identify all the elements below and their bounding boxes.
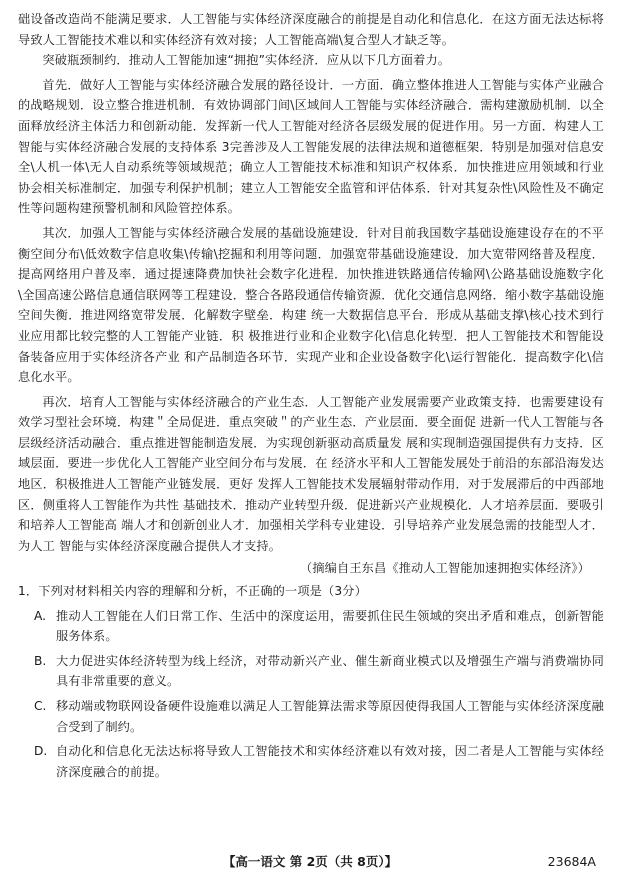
paragraph-third: 再次．培育人工智能与实体经济融合的产业生态．人工智能产业发展需要产业政策支持．也需要建设有效学习型社会环境．构建＂全局促进．重点突破＂的产业生态．产业层面．要全面促 进新一代人工智能与各层级经济活动融合．重点推进智能制造发展．为实现创新驱动高质量发 展和实现制造强国提供有力支持．区域层面．要进一步优化人工智能产业空间分布与发展．在 经济水平和人工智能发展处于前沿的东部沿海发达地区．积极推进人工智能产业链发展．更好 发挥人工智能技术发展辐射带动作用．对于发展滞后的中西部地区．侧重将人工智能作为共性 基础技术．推动产业转型升级．促进新兴产业规模化．人才培养层面．要吸引和培养人工智能高 端人才和创新创业人才．加强相关学科专业建设．引导培养产业发展急需的技能型人才．为人工 智能与实体经济深度融合提供人才支持。: [18, 394, 604, 553]
option-letter: A.: [34, 608, 46, 623]
option-letter: D.: [34, 744, 48, 759]
option-text: 推动人工智能在人们日常工作、生活中的深度运用，需要抓住民生领域的突出矛盾和难点，创新智能服务体系。: [56, 608, 604, 644]
option-a: [18, 606, 604, 647]
option-text: 自动化和信息化无法达标将导致人工智能技术和实体经济难以有效对接，因二者是人工智能与实体经济深度融合的前提。: [56, 744, 604, 779]
option-text: 移动端或物联网设备硬件设施难以满足人工智能算法需求等原因使得我国人工智能与实体经济深度融合受到了制约。: [56, 699, 604, 734]
option-letter: B.: [34, 653, 47, 668]
paragraph-first: 首先．做好人工智能与实体经济融合发展的路径设计．一方面．确立整体推进人工智能与实体产业融合的战略规划．设立整合推进机制．有效协调部门间\区域间人工智能与实体经济融合．需构建激励机制．以全面释放经济主体活力和创新动能．发挥新一代人工智能对经济各层级发展的促进作用。另一方面．构建人工智能与实体经济融合发展的支持体系 3完善涉及人工智能发展的法律法规和道德框架．特别是加强对信息安全\人机一体\无人自动系统等领域规范；确立人工智能技术标准和知识产权体系．加快推进应用领域和行业协会相关标准制定．加强专利保护机制；建立人工智能安全监管和评估体系．针对其复杂性\风险性及不确定性等问题构建预警机制和风险管控体系。: [18, 77, 604, 216]
paragraph-second: 其次．加强人工智能与实体经济融合发展的基础设施建设．针对目前我国数字基础设施建设存在的不平衡空间分布\低效数字信息收集\传输\挖掘和利用等问题．加强宽带基础设施建设．加大宽带网络普及程度．提高网络用户普及率．通过提速降费加快社会数字化进程．加快推进铁路通信传输网\公路基础设施数字化\全国高速公路信息通信联网等工程建设．整合各路段通信传输资源．优化交通信息网络．缩小数字基础设施空间失衡．推进网络宽带发展．化解数字壁垒．构建 统一大数据信息平台．形成从基础支撑\核心技术到行业应用都比较完整的人工智能产业链．积 极推进行业和企业数字化\信息化转型．把人工智能技术和智能设备装备应用于实体经济各产业 和产品制造各环节．实现产业和企业设备数字化\运行智能化．提高数字化\信息化水平。: [18, 225, 604, 385]
option-text: 大力促进实体经济转型为线上经济，对带动新兴产业、催生新商业模式以及增强生产端与消费端协同具有非常重要的意义。: [56, 653, 604, 689]
source-citation: （摘编自王东昌《推动人工智能加速拥抱实体经济》）: [300, 561, 590, 576]
passage-content: [18, 9, 604, 782]
exam-code: 23684A: [547, 854, 596, 869]
page-footer: [0, 852, 620, 872]
paragraph-continuation: 础设备改造尚不能满足要求．人工智能与实体经济深度融合的前提是自动化和信息化．在这方面无法达标将导致人工智能技术难以和实体经济有效对接；人工智能高端\复合型人才缺乏等。: [18, 12, 604, 47]
option-letter: C.: [34, 699, 47, 713]
option-c: [18, 696, 604, 737]
option-b: [18, 651, 604, 692]
paragraph-intro: 突破瓶颈制约．推动人工智能加速“拥抱”实体经济．应从以下几方面着力。: [42, 53, 451, 68]
page-number-label: 【高一语文 第 2页（共 8页）】: [222, 854, 398, 869]
option-d: [18, 741, 604, 782]
question-stem: 1．下列对材料相关内容的理解和分析，不正确的一项是（3分）: [18, 584, 367, 599]
